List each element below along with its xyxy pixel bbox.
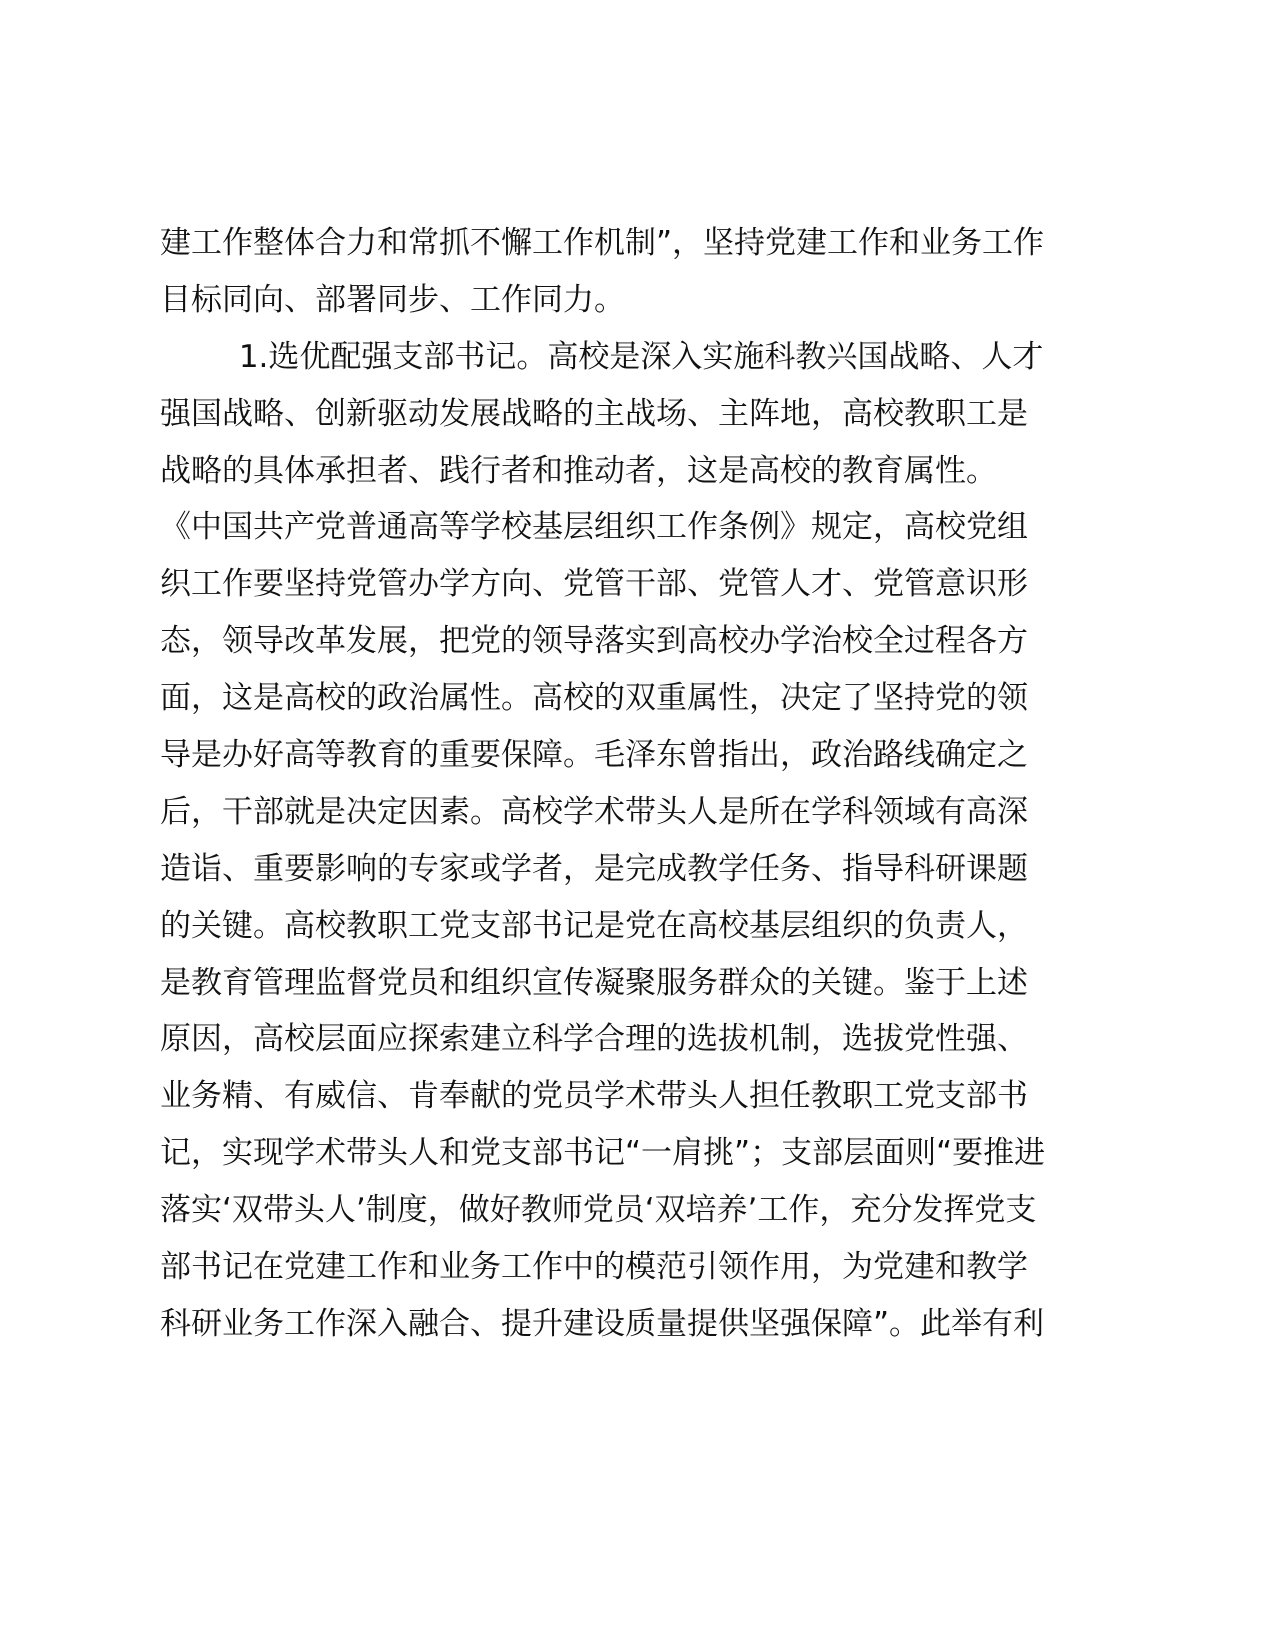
text-line: 《中国共产党普通高等学校基层组织工作条例》规定，高校党组 bbox=[160, 509, 1028, 546]
text-line: 建工作整体合力和常抓不懈工作机制”，坚持党建工作和业务工作 bbox=[160, 225, 1045, 261]
text-line: 态，领导改革发展，把党的领导落实到高校办学治校全过程各方 bbox=[160, 623, 1028, 660]
text-line: 后，干部就是决定因素。高校学术带头人是所在学科领域有高深 bbox=[160, 793, 1028, 830]
text-line: 强国战略、创新驱动发展战略的主战场、主阵地，高校教职工是 bbox=[160, 395, 1028, 432]
body-text bbox=[160, 215, 1070, 1353]
text-line: 导是办好高等教育的重要保障。毛泽东曾指出，政治路线确定之 bbox=[160, 737, 1028, 774]
text-line: 1.选优配强支部书记。高校是深入实施科教兴国战略、人才 bbox=[160, 338, 1044, 375]
text-line: 织工作要坚持党管办学方向、党管干部、党管人才、党管意识形 bbox=[160, 566, 1028, 603]
text-line: 造诣、重要影响的专家或学者，是完成教学任务、指导科研课题 bbox=[160, 850, 1028, 887]
text-line: 落实‘双带头人’制度，做好教师党员‘双培养’工作，充分发挥党支 bbox=[160, 1192, 1037, 1229]
text-line: 科研业务工作深入融合、提升建设质量提供坚强保障”。此举有利 bbox=[160, 1305, 1045, 1342]
text-line: 部书记在党建工作和业务工作中的模范引领作用，为党建和教学 bbox=[160, 1249, 1028, 1286]
text-line: 是教育管理监督党员和组织宣传凝聚服务群众的关键。鉴于上述 bbox=[160, 964, 1028, 1001]
text-line: 目标同向、部署同步、工作同力。 bbox=[160, 281, 625, 318]
text-line: 业务精、有威信、肯奉献的党员学术带头人担任教职工党支部书 bbox=[160, 1078, 1028, 1115]
text-line: 面，这是高校的政治属性。高校的双重属性，决定了坚持党的领 bbox=[160, 680, 1028, 717]
text-line: 原因，高校层面应探索建立科学合理的选拔机制，选拔党性强、 bbox=[160, 1021, 1028, 1058]
text-line: 的关键。高校教职工党支部书记是党在高校基层组织的负责人， bbox=[160, 907, 1028, 944]
text-line: 记，实现学术带头人和党支部书记“一肩挑”；支部层面则“要推进 bbox=[160, 1135, 1046, 1172]
text-line: 战略的具体承担者、践行者和推动者，这是高校的教育属性。 bbox=[160, 452, 997, 489]
